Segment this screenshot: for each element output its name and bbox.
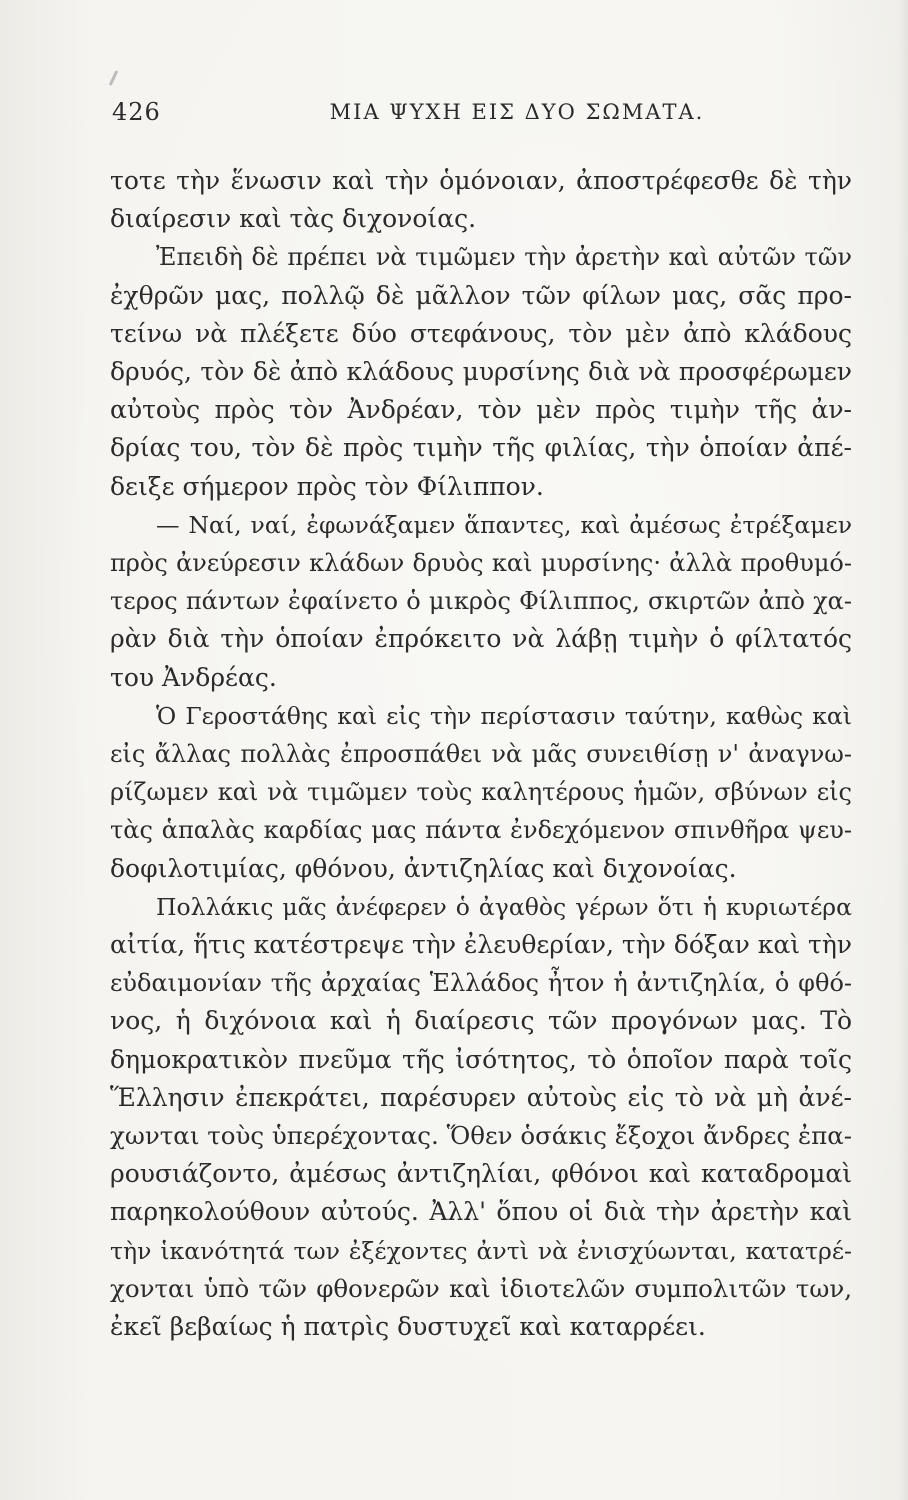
text-line: Ἕλλησιν ἐπεκράτει, παρέσυρεν αὐτοὺς εἰς τὸ νὰ μὴ ἀνέ-: [110, 1082, 852, 1112]
text-line: αἰτία, ἥτις κατέστρεψε τὴν ἐλευθερίαν, τὴν δόξαν καὶ τὴν: [110, 930, 852, 960]
text-line: εἰς ἄλλας πολλὰς ἐπροσπάθει νὰ μᾶς συνειθίσῃ ν' ἀναγνω-: [110, 740, 852, 769]
text-line: χωνται τοὺς ὑπερέχοντας. Ὅθεν ὁσάκις ἔξοχοι ἄνδρες ἐπα-: [110, 1121, 853, 1151]
page-number: 426: [112, 98, 161, 126]
text-line: Πολλάκις μᾶς ἀνέφερεν ὁ ἀγαθὸς γέρων ὅτι ἡ κυριωτέρα: [156, 892, 852, 921]
text-line: δειξε σήμερον πρὸς τὸν Φίλιππον.: [110, 471, 544, 501]
text-line: δρυός, τὸν δὲ ἀπὸ κλάδους μυρσίνης διὰ νὰ προσφέρωμεν: [110, 357, 852, 387]
text-line: παρηκολούθουν αὐτούς. Ἀλλ' ὅπου οἱ διὰ τὴν ἀρετὴν καὶ: [110, 1197, 852, 1227]
text-line: ρουσιάζοντο, ἀμέσως ἀντιζηλίαι, φθόνοι καὶ καταδρομαὶ: [110, 1159, 852, 1189]
text-line: ἐχθρῶν μας, πολλῷ δὲ μᾶλλον τῶν φίλων μας, σᾶς προ-: [110, 280, 852, 310]
text-line: Ὁ Γεροστάθης καὶ εἰς τὴν περίστασιν ταύτην, καθὼς καὶ: [156, 701, 852, 730]
ink-mark: [109, 70, 118, 86]
text-line: χονται ὑπὸ τῶν φθονερῶν καὶ ἰδιοτελῶν συμπολιτῶν των,: [110, 1273, 852, 1303]
text-line: δρίας του, τὸν δὲ πρὸς τιμὴν τῆς φιλίας, τὴν ὁποίαν ἀπέ-: [110, 433, 852, 463]
text-line: διαίρεσιν καὶ τὰς διχονοίας.: [110, 204, 477, 234]
text-line: ρίζωμεν καὶ νὰ τιμῶμεν τοὺς καλητέρους ἡμῶν, σβύνων εἰς: [110, 778, 852, 807]
page-edge-shadow: [898, 0, 908, 1500]
text-line: τερος πάντων ἐφαίνετο ὁ μικρὸς Φίλιππος, σκιρτῶν ἀπὸ χα-: [110, 587, 852, 616]
text-line: του Ἀνδρέας.: [110, 662, 277, 692]
text-line: Ἐπειδὴ δὲ πρέπει νὰ τιμῶμεν τὴν ἀρετὴν καὶ αὐτῶν τῶν: [156, 243, 852, 272]
text-line: ἐκεῖ βεβαίως ἡ πατρὶς δυστυχεῖ καὶ καταρρέει.: [110, 1312, 706, 1342]
text-line: τὰς ἁπαλὰς καρδίας μας πάντα ἐνδεχόμενον σπινθῆρα ψευ-: [110, 816, 852, 845]
text-line: πρὸς ἀνεύρεσιν κλάδων δρυὸς καὶ μυρσίνης· ἀλλὰ προθυμό-: [110, 549, 852, 578]
text-line: αὐτοὺς πρὸς τὸν Ἀνδρέαν, τὸν μὲν πρὸς τιμὴν τῆς ἀν-: [110, 395, 852, 425]
body-text: [110, 162, 852, 1346]
text-line: τοτε τὴν ἕνωσιν καὶ τὴν ὁμόνοιαν, ἀποστρέφεσθε δὲ τὴν: [110, 166, 852, 195]
page-header: [112, 98, 852, 138]
text-line: νος, ἡ διχόνοια καὶ ἡ διαίρεσις τῶν προγόνων μας. Τὸ: [110, 1006, 852, 1036]
text-line: — Ναί, ναί, ἐφωνάξαμεν ἅπαντες, καὶ ἀμέσως ἐτρέξαμεν: [156, 510, 852, 539]
text-line: δημοκρατικὸν πνεῦμα τῆς ἰσότητος, τὸ ὁποῖον παρὰ τοῖς: [110, 1044, 852, 1074]
text-line: δοφιλοτιμίας, φθόνου, ἀντιζηλίας καὶ διχονοίας.: [110, 853, 737, 883]
running-head: ΜΙΑ ΨΥΧΗ ΕΙΣ ΔΥΟ ΣΩΜΑΤΑ.: [329, 100, 705, 124]
text-line: τείνω νὰ πλέξετε δύο στεφάνους, τὸν μὲν ἀπὸ κλάδους: [110, 318, 852, 348]
text-line: ρὰν διὰ τὴν ὁποίαν ἐπρόκειτο νὰ λάβῃ τιμὴν ὁ φίλτατός: [110, 624, 852, 654]
text-line: τὴν ἱκανότητά των ἐξέχοντες ἀντὶ νὰ ἐνισχύωνται, κατατρέ-: [110, 1236, 852, 1265]
text-line: εὐδαιμονίαν τῆς ἀρχαίας Ἑλλάδος ἦτον ἡ ἀντιζηλία, ὁ φθό-: [110, 969, 852, 998]
